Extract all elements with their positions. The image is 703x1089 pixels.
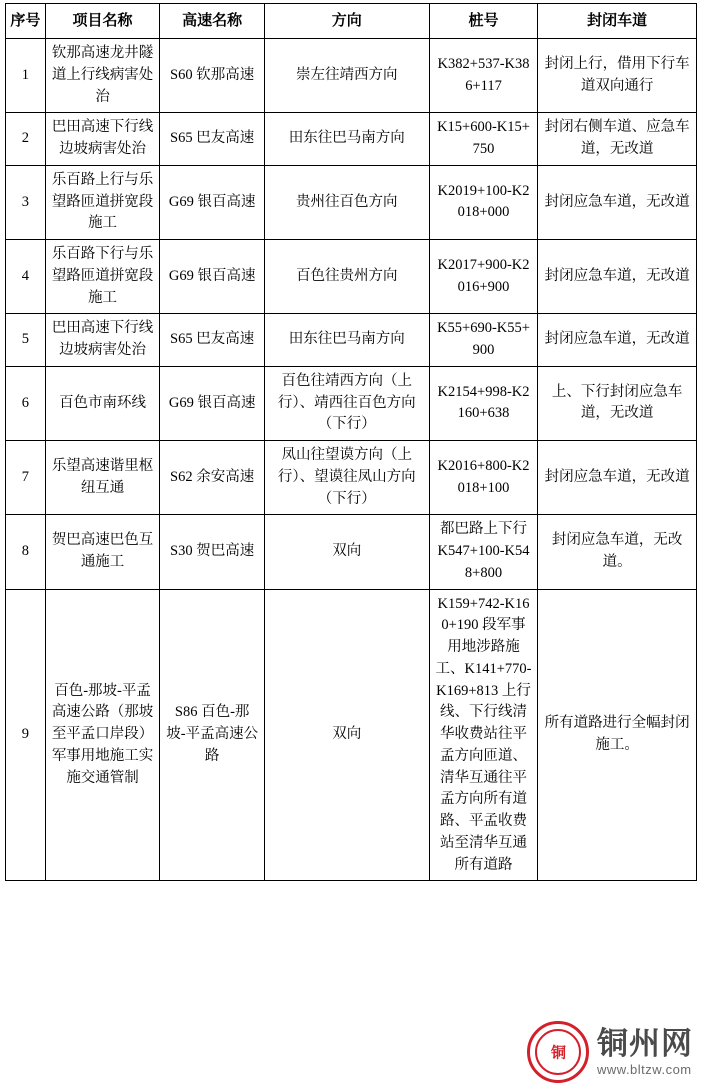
cell-stake: K2016+800-K2018+100 — [429, 441, 538, 515]
cell-project: 乐百路上行与乐望路匝道拼宽段施工 — [45, 165, 160, 239]
watermark-text — [597, 1027, 693, 1077]
table-row — [6, 589, 697, 881]
cell-project: 巴田高速下行线边坡病害处治 — [45, 314, 160, 367]
watermark — [527, 1021, 693, 1083]
cell-direction: 百色往贵州方向 — [264, 240, 429, 314]
cell-stake: 都巴路上下行 K547+100-K548+800 — [429, 515, 538, 589]
table-row — [6, 314, 697, 367]
cell-direction: 双向 — [264, 515, 429, 589]
cell-index: 7 — [6, 441, 46, 515]
cell-road: S30 贺巴高速 — [160, 515, 264, 589]
cell-index: 1 — [6, 39, 46, 113]
seal-text: 铜 — [550, 1045, 566, 1062]
cell-road: S62 余安高速 — [160, 441, 264, 515]
cell-stake: K2019+100-K2018+000 — [429, 165, 538, 239]
cell-road: S86 百色-那坡-平孟高速公路 — [160, 589, 264, 881]
cell-direction: 崇左往靖西方向 — [264, 39, 429, 113]
cell-road: G69 银百高速 — [160, 366, 264, 440]
cell-closure: 封闭应急车道，无改道。 — [538, 515, 697, 589]
cell-closure: 所有道路进行全幅封闭施工。 — [538, 589, 697, 881]
table-row — [6, 240, 697, 314]
cell-project: 钦那高速龙井隧道上行线病害处治 — [45, 39, 160, 113]
cell-closure: 封闭应急车道，无改道 — [538, 240, 697, 314]
cell-direction: 百色往靖西方向（上行）、靖西往百色方向（下行） — [264, 366, 429, 440]
seal-icon — [527, 1021, 589, 1083]
table-header-row — [6, 4, 697, 39]
cell-direction: 田东往巴马南方向 — [264, 113, 429, 166]
cell-index: 5 — [6, 314, 46, 367]
cell-road: S65 巴友高速 — [160, 113, 264, 166]
cell-road: G69 银百高速 — [160, 240, 264, 314]
cell-closure: 封闭应急车道，无改道 — [538, 441, 697, 515]
column-header-closure: 封闭车道 — [538, 4, 697, 39]
road-closure-table — [5, 3, 697, 881]
column-header-stake: 桩号 — [429, 4, 538, 39]
cell-index: 3 — [6, 165, 46, 239]
cell-road: G69 银百高速 — [160, 165, 264, 239]
document-page — [0, 3, 703, 1089]
cell-index: 6 — [6, 366, 46, 440]
cell-index: 8 — [6, 515, 46, 589]
table-row — [6, 366, 697, 440]
site-url: www.bltzw.com — [597, 1061, 692, 1077]
cell-closure: 封闭应急车道，无改道 — [538, 165, 697, 239]
cell-closure: 封闭右侧车道、应急车道，无改道 — [538, 113, 697, 166]
cell-index: 2 — [6, 113, 46, 166]
table-row — [6, 165, 697, 239]
cell-stake: K159+742-K160+190 段军事用地涉路施工、K141+770-K169+813 上行线、下行线清华收费站往平孟方向匝道、清华互通往平孟方向所有道路、平孟收费站至清华互通所有道路 — [429, 589, 538, 881]
table-row — [6, 113, 697, 166]
site-name: 铜州网 — [597, 1025, 693, 1061]
cell-project: 巴田高速下行线边坡病害处治 — [45, 113, 160, 166]
cell-closure: 上、下行封闭应急车道，无改道 — [538, 366, 697, 440]
column-header-index: 序号 — [6, 4, 46, 39]
cell-direction: 贵州往百色方向 — [264, 165, 429, 239]
cell-project: 百色市南环线 — [45, 366, 160, 440]
table-row — [6, 39, 697, 113]
cell-stake: K15+600-K15+750 — [429, 113, 538, 166]
cell-project: 贺巴高速巴色互通施工 — [45, 515, 160, 589]
cell-project: 百色-那坡-平孟高速公路（那坡至平孟口岸段）军事用地施工实施交通管制 — [45, 589, 160, 881]
cell-closure: 封闭应急车道，无改道 — [538, 314, 697, 367]
cell-closure: 封闭上行，借用下行车道双向通行 — [538, 39, 697, 113]
column-header-direction: 方向 — [264, 4, 429, 39]
cell-direction: 双向 — [264, 589, 429, 881]
column-header-road: 高速名称 — [160, 4, 264, 39]
cell-index: 4 — [6, 240, 46, 314]
cell-stake: K2154+998-K2160+638 — [429, 366, 538, 440]
table-row — [6, 441, 697, 515]
cell-stake: K55+690-K55+900 — [429, 314, 538, 367]
cell-index: 9 — [6, 589, 46, 881]
cell-stake: K2017+900-K2016+900 — [429, 240, 538, 314]
cell-direction: 田东往巴马南方向 — [264, 314, 429, 367]
cell-road: S65 巴友高速 — [160, 314, 264, 367]
cell-road: S60 钦那高速 — [160, 39, 264, 113]
table-row — [6, 515, 697, 589]
cell-project: 乐望高速谐里枢纽互通 — [45, 441, 160, 515]
cell-project: 乐百路下行与乐望路匝道拼宽段施工 — [45, 240, 160, 314]
column-header-project: 项目名称 — [45, 4, 160, 39]
cell-stake: K382+537-K386+117 — [429, 39, 538, 113]
cell-direction: 凤山往望谟方向（上行）、望谟往凤山方向（下行） — [264, 441, 429, 515]
